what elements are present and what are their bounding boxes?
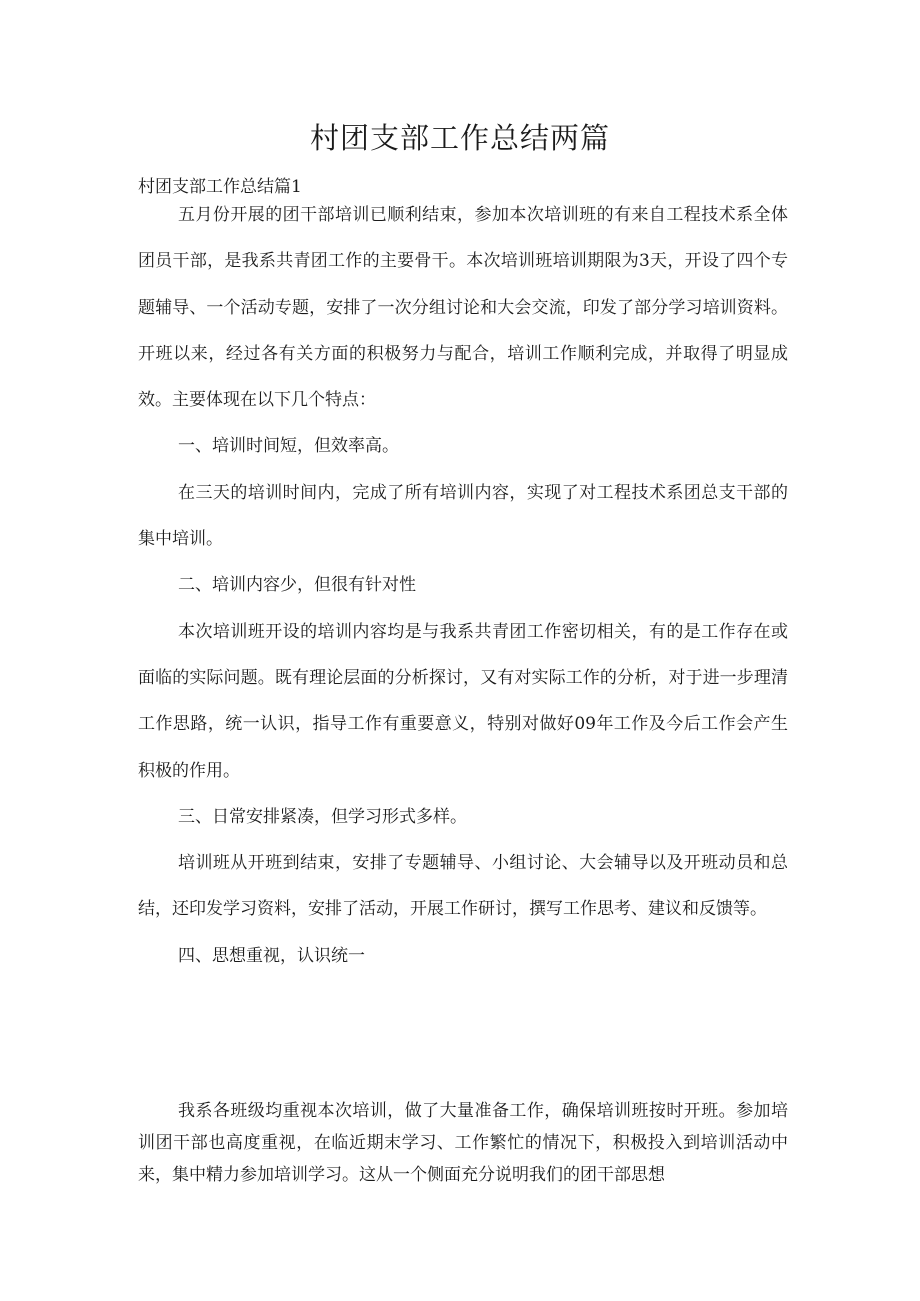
body-text-tail (138, 1095, 788, 1191)
paragraph-point-1: 在三天的培训时间内，完成了所有培训内容，实现了对工程技术系团总支干部的集中培训。 (138, 482, 788, 550)
section-subtitle: 村团支部工作总结篇1 (138, 177, 302, 197)
body-text-main (138, 192, 788, 979)
heading-point-4: 四、思想重视，认识统一 (178, 945, 365, 966)
paragraph-point-2: 本次培训班开设的培训内容均是与我系共青团工作密切相关，有的是工作存在或面临的实际问题。既有理论层面的分析探讨，又有对实际工作的分析，对于进一步理清工作思路，统一认识，指导工作有重要意义，特别对做好09年工作及今后工作会产生积极的作用。 (138, 621, 788, 781)
document-title: 村团支部工作总结两篇 (309, 121, 610, 155)
paragraph-point-4: 我系各班级均重视本次培训，做了大量准备工作，确保培训班按时开班。参加培训团干部也高度重视，在临近期末学习、工作繁忙的情况下，积极投入到培训活动中来，集中精力参加培训学习。这从一个侧面充分说明我们的团干部思想 (138, 1101, 788, 1185)
heading-point-1: 一、培训时间短，但效率高。 (178, 436, 399, 457)
heading-point-3: 三、日常安排紧凑，但学习形式多样。 (178, 806, 467, 827)
heading-point-2: 二、培训内容少，但很有针对性 (178, 575, 416, 596)
paragraph-intro: 五月份开展的团干部培训已顺利结束，参加本次培训班的有来自工程技术系全体团员干部，是我系共青团工作的主要骨干。本次培训班培训期限为3天，开设了四个专题辅导、一个活动专题，安排了一次分组讨论和大会交流，印发了部分学习培训资料。开班以来，经过各有关方面的积极努力与配合，培训工作顺利完成，并取得了明显成效。主要体现在以下几个特点： (138, 205, 788, 411)
paragraph-point-3: 培训班从开班到结束，安排了专题辅导、小组讨论、大会辅导以及开班动员和总结，还印发学习资料，安排了活动，开展工作研讨，撰写工作思考、建议和反馈等。 (138, 853, 788, 920)
